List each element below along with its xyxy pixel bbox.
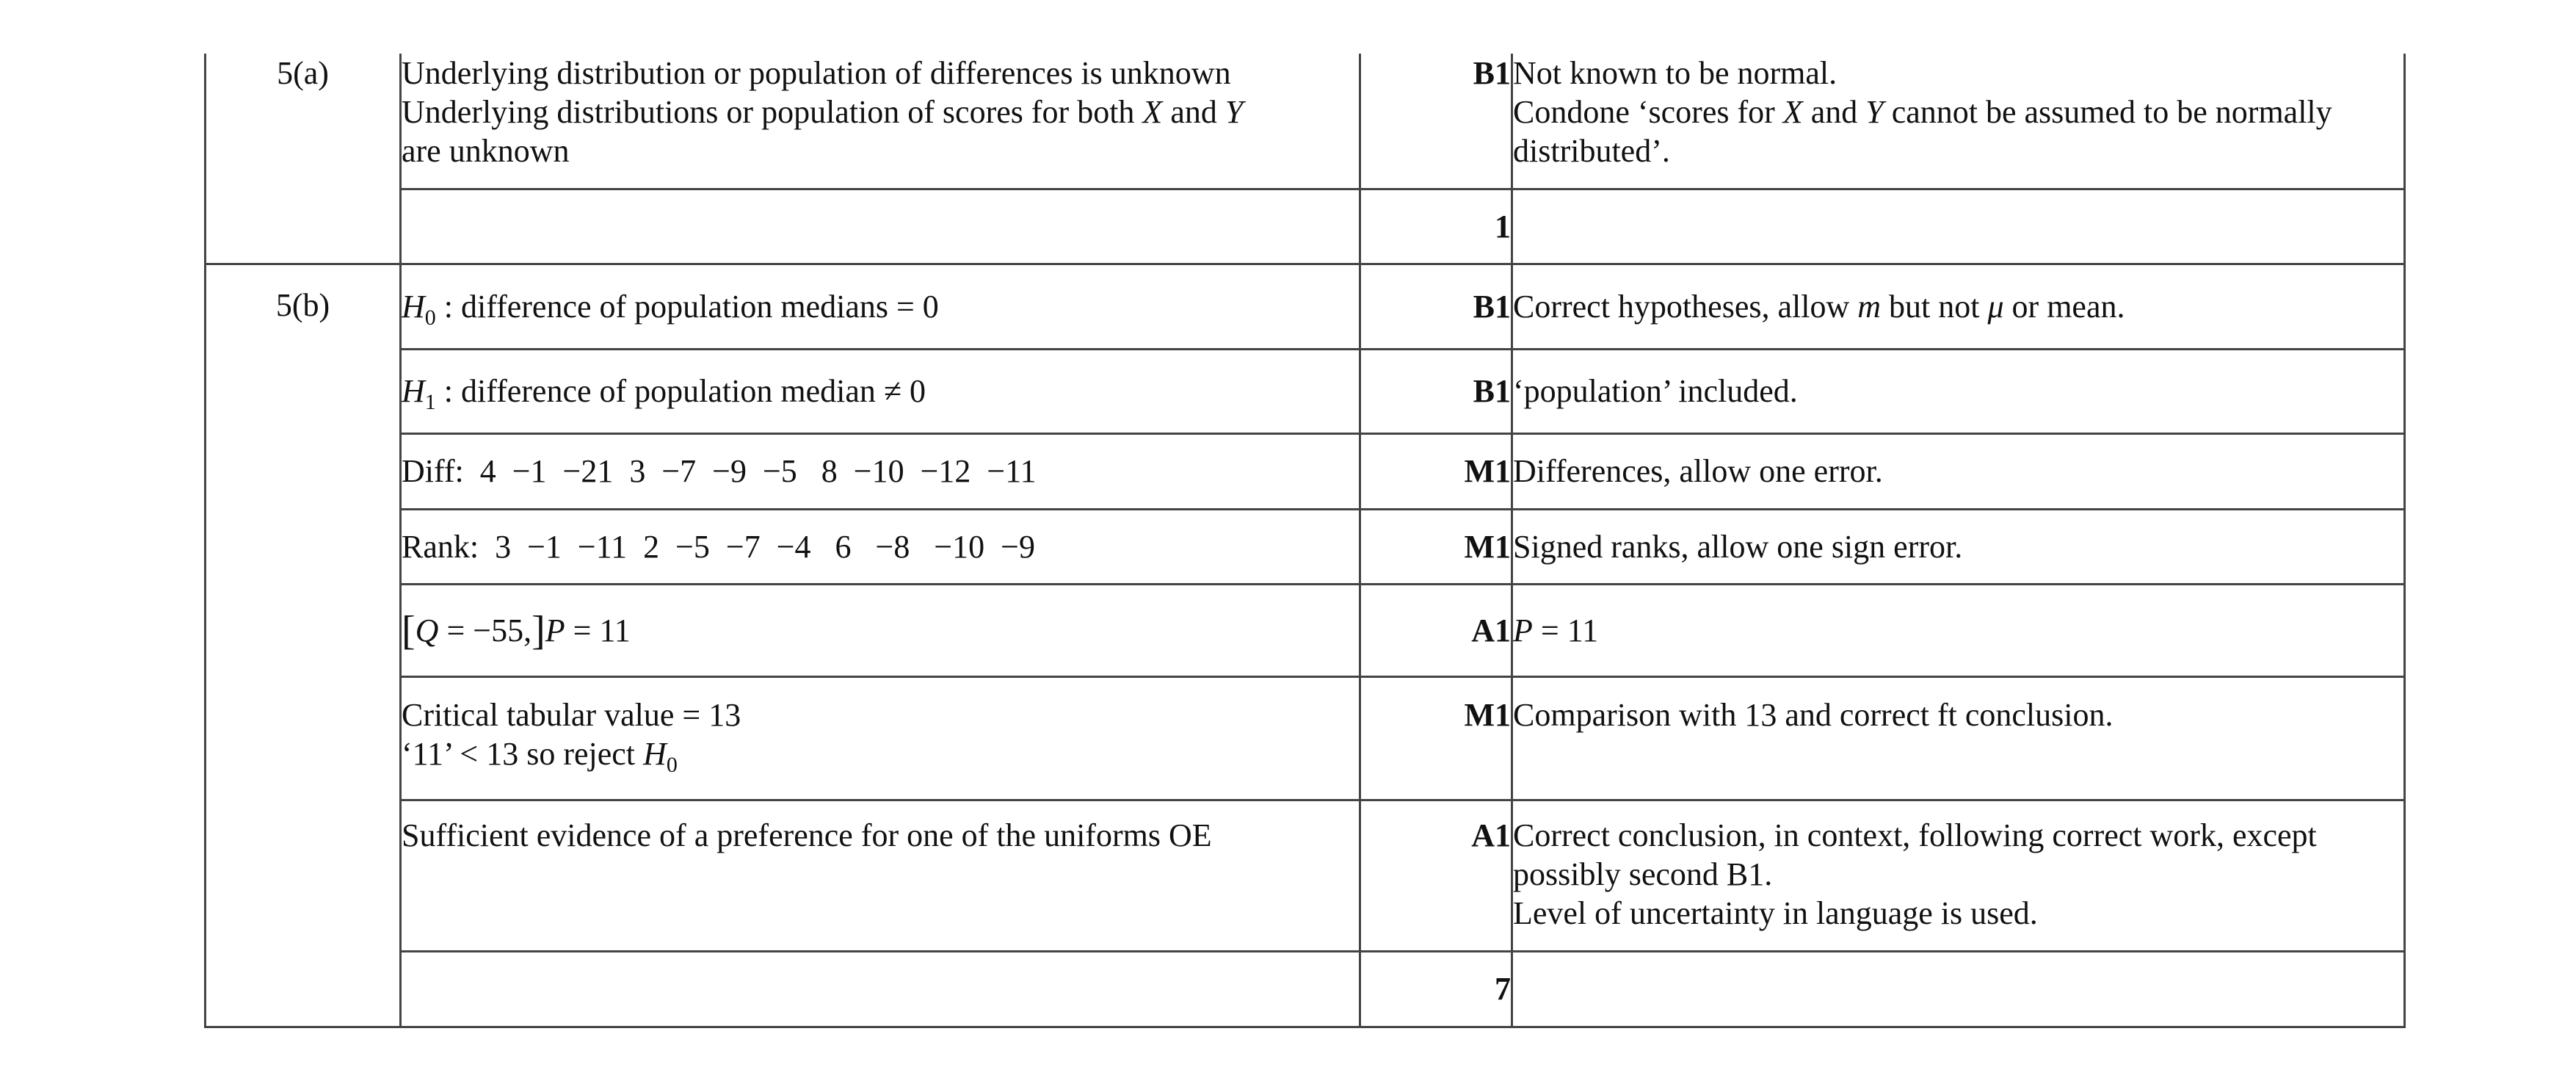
guidance-cell xyxy=(1512,54,2405,189)
table-row-5a-total xyxy=(206,189,2405,264)
table-row-5b-rank xyxy=(206,509,2405,584)
mark-cell xyxy=(1360,349,1512,433)
guidance-cell xyxy=(1512,433,2405,509)
answer-cell xyxy=(401,349,1360,433)
table-row-5a xyxy=(206,54,2405,189)
table-row-5b-diff xyxy=(206,433,2405,509)
guidance-line: possibly second B1. xyxy=(1513,856,1773,892)
guidance-line: Correct conclusion, in context, following correct work, except xyxy=(1513,817,2317,853)
table-row-5b-statistic xyxy=(206,584,2405,676)
mark-scheme-table xyxy=(204,54,2406,1028)
mark-cell xyxy=(1360,264,1512,349)
guidance-line: distributed’. xyxy=(1513,133,1670,169)
question-number-cell xyxy=(206,54,401,264)
question-number: 5(b) xyxy=(275,286,330,323)
answer-cell xyxy=(401,264,1360,349)
guidance-line: P = 11 xyxy=(1513,612,1599,648)
mark-cell xyxy=(1360,433,1512,509)
answer-line: Underlying distribution or population of differences is unknown xyxy=(402,55,1231,91)
mark-cell xyxy=(1360,676,1512,800)
answer-cell xyxy=(401,676,1360,800)
mark-label: A1 xyxy=(1471,817,1511,853)
alternative-hypothesis: $H_1$ : difference of population median ≠ 0 xyxy=(402,373,926,414)
mark-cell xyxy=(1360,800,1512,951)
ranks-line: Rank: 3 −1 −11 2 −5 −7 −4 6 −8 −10 −9 xyxy=(402,528,1035,565)
mark-cell xyxy=(1360,584,1512,676)
answer-line: ‘11’ < 13 so reject $H_0$ xyxy=(402,735,678,777)
mark-label: M1 xyxy=(1464,528,1511,565)
table-row-5b-h1 xyxy=(206,349,2405,433)
mark-label: M1 xyxy=(1464,453,1511,489)
answer-cell xyxy=(401,433,1360,509)
guidance-cell xyxy=(1512,584,2405,676)
answer-line: Critical tabular value = 13 xyxy=(402,696,741,733)
test-statistic: [Q = −55,]P = 11 xyxy=(402,607,631,654)
mark-label: A1 xyxy=(1471,612,1511,648)
guidance-line: Differences, allow one error. xyxy=(1513,453,1883,489)
answer-cell-empty xyxy=(401,189,1360,264)
mark-cell xyxy=(1360,509,1512,584)
guidance-line: Not known to be normal. xyxy=(1513,55,1837,91)
guidance-cell-empty xyxy=(1512,189,2405,264)
mark-cell xyxy=(1360,54,1512,189)
total-mark-cell xyxy=(1360,951,1512,1027)
guidance-line: Condone ‘scores for X and Y cannot be assumed to be normally xyxy=(1513,94,2332,130)
table-row-5b-h0 xyxy=(206,264,2405,349)
total-mark: 7 xyxy=(1495,971,1511,1007)
guidance-line: Comparison with 13 and correct ft conclusion. xyxy=(1513,696,2114,733)
guidance-cell-empty xyxy=(1512,951,2405,1027)
question-number-cell xyxy=(206,264,401,1027)
answer-cell xyxy=(401,54,1360,189)
guidance-line: ‘population’ included. xyxy=(1513,373,1798,409)
answer-cell xyxy=(401,509,1360,584)
guidance-cell xyxy=(1512,800,2405,951)
guidance-cell xyxy=(1512,349,2405,433)
answer-cell xyxy=(401,800,1360,951)
table-row-5b-critical xyxy=(206,676,2405,800)
null-hypothesis: $H_0$ : difference of population medians = 0 xyxy=(402,288,939,330)
answer-cell xyxy=(401,584,1360,676)
guidance-line: Signed ranks, allow one sign error. xyxy=(1513,528,1963,565)
guidance-line: Level of uncertainty in language is used. xyxy=(1513,894,2038,931)
mark-label: M1 xyxy=(1464,696,1511,733)
mark-label: B1 xyxy=(1473,373,1511,409)
guidance-cell xyxy=(1512,264,2405,349)
table-row-5b-total xyxy=(206,951,2405,1027)
total-mark-cell xyxy=(1360,189,1512,264)
answer-cell-empty xyxy=(401,951,1360,1027)
table-row-5b-conclusion xyxy=(206,800,2405,951)
total-mark: 1 xyxy=(1495,208,1511,245)
mark-label: B1 xyxy=(1473,55,1511,91)
differences-line: Diff: 4 −1 −21 3 −7 −9 −5 8 −10 −12 −11 xyxy=(402,453,1037,489)
answer-line: Sufficient evidence of a preference for one of the uniforms OE xyxy=(402,817,1212,853)
answer-line: Underlying distributions or population of scores for both X and Y xyxy=(402,94,1244,130)
guidance-cell xyxy=(1512,509,2405,584)
answer-line: are unknown xyxy=(402,133,570,169)
mark-label: B1 xyxy=(1473,288,1511,325)
guidance-cell xyxy=(1512,676,2405,800)
guidance-line: Correct hypotheses, allow m but not μ or mean. xyxy=(1513,288,2125,325)
question-number: 5(a) xyxy=(277,55,329,91)
